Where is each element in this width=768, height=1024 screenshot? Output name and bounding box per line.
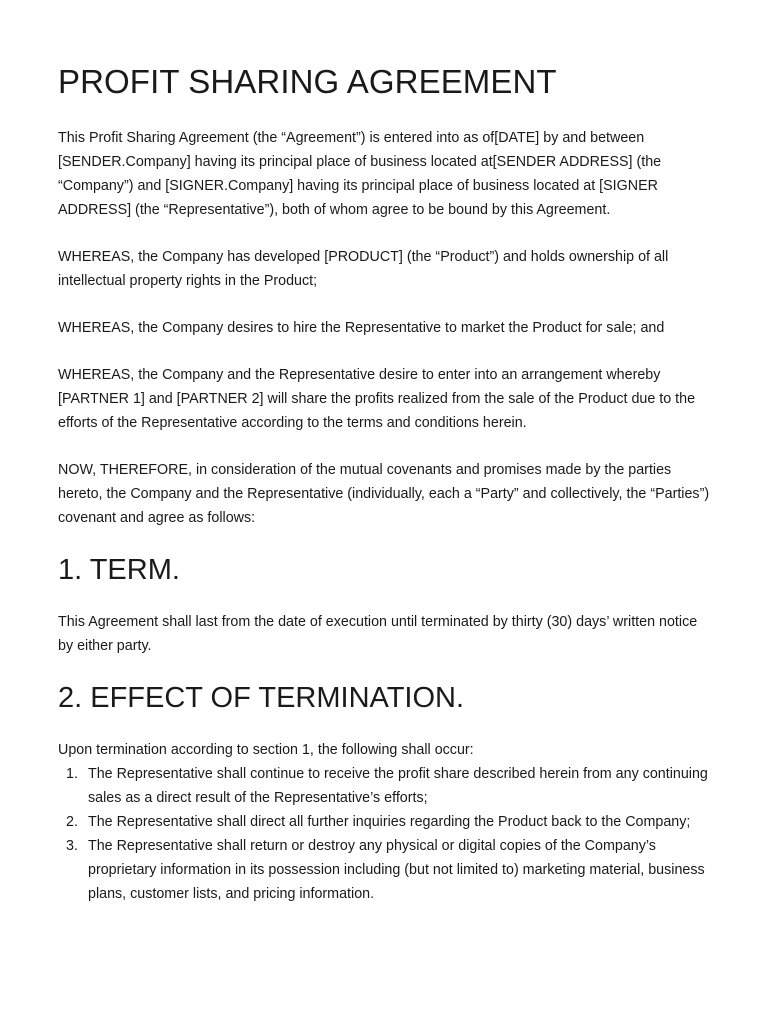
list-item (58, 810, 710, 834)
whereas-paragraph-1: WHEREAS, the Company has developed [PRODUCT] (the “Product”) and holds ownership of all intellectual property rights in the Product; (58, 249, 669, 289)
list-item-number: 3. (66, 838, 78, 854)
document-title: PROFIT SHARING AGREEMENT (58, 63, 557, 100)
now-therefore-paragraph: NOW, THEREFORE, in consideration of the mutual covenants and promises made by the parties hereto, the Company and the Representative (individually, each a “Party” and collectively, the “Parties”) covenant and agree as follows: (58, 462, 710, 526)
list-item (58, 762, 710, 810)
whereas-paragraph-2: WHEREAS, the Company desires to hire the Representative to market the Product for sale; and (58, 320, 665, 336)
list-item (58, 834, 710, 906)
list-item-text: The Representative shall direct all further inquiries regarding the Product back to the Company; (88, 814, 691, 830)
whereas-paragraph-3: WHEREAS, the Company and the Representative desire to enter into an arrangement whereby [PARTNER 1] and [PARTNER 2] will share the profits realized from the sale of the Product due to the efforts of the Representative according to the terms and conditions herein. (58, 367, 696, 431)
list-item-text: The Representative shall continue to receive the profit share described herein from any continuing sales as a direct result of the Representative’s efforts; (88, 766, 708, 806)
section-2-lead: Upon termination according to section 1, the following shall occur: (58, 742, 474, 758)
section-2-heading: 2. EFFECT OF TERMINATION. (58, 682, 465, 714)
list-item-number: 2. (66, 814, 78, 830)
section-1-body: This Agreement shall last from the date of execution until terminated by thirty (30) days’ written notice by either party. (58, 614, 698, 654)
list-item-text: The Representative shall return or destroy any physical or digital copies of the Company’s proprietary information in its possession including (but not limited to) marketing material, business plans, customer lists, and pricing information. (88, 838, 705, 902)
list-item-number: 1. (66, 766, 78, 782)
intro-paragraph: This Profit Sharing Agreement (the “Agreement”) is entered into as of[DATE] by and between [SENDER.Company] having its principal place of business located at[SENDER ADDRESS] (the “Company”) and [SIGNER.Company] having its principal place of business located at [SIGNER ADDRESS] (the “Representative”), both of whom agree to be bound by this Agreement. (58, 130, 662, 218)
section-1-heading: 1. TERM. (58, 554, 180, 586)
termination-list (58, 762, 710, 906)
